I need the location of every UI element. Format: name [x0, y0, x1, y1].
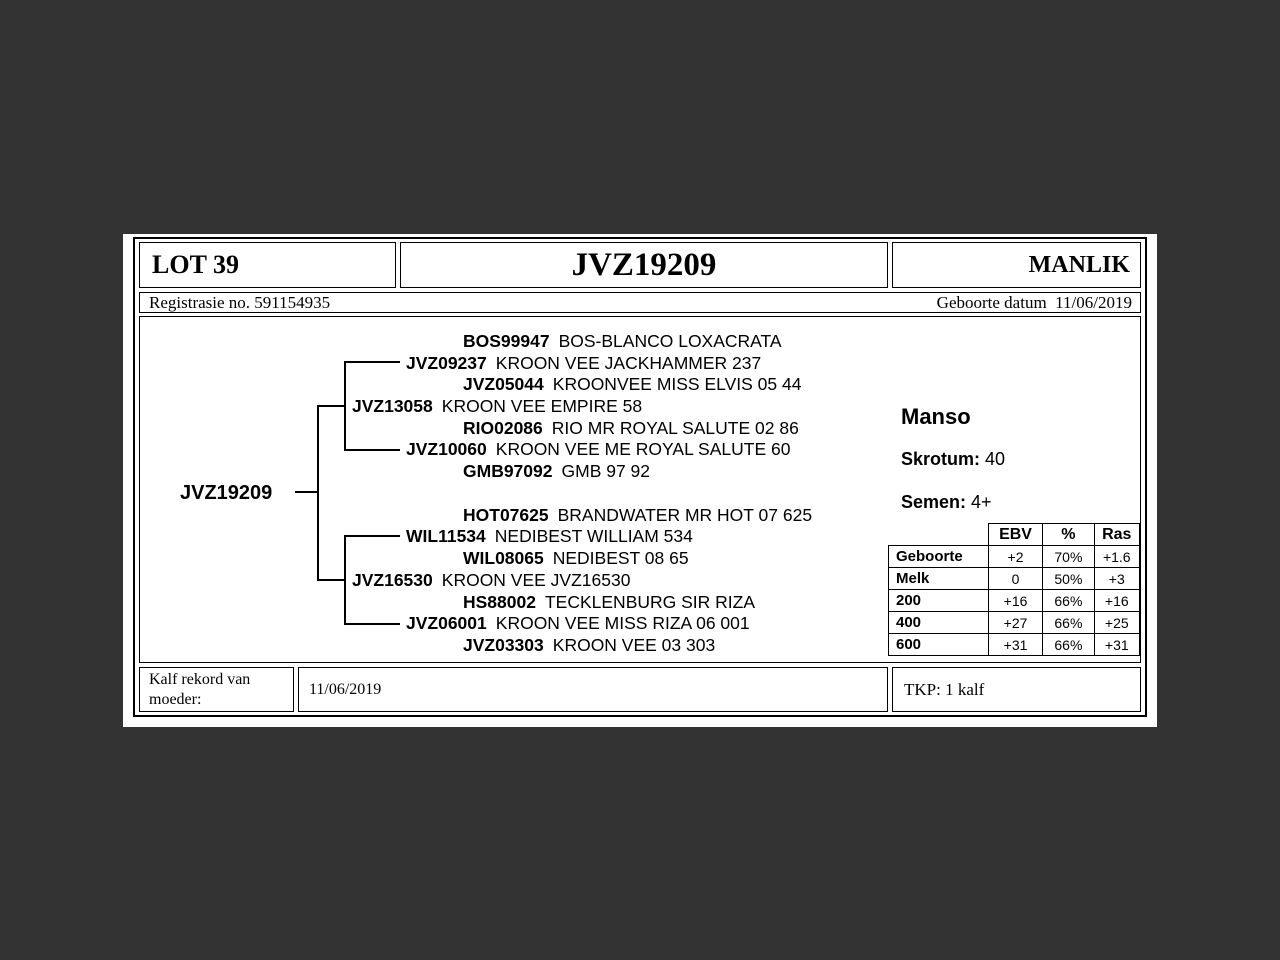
pedigree-line: WIL08065 NEDIBEST 08 65: [463, 548, 689, 568]
semen-field: Semen: 4+: [901, 492, 992, 512]
registration-number: Registrasie no. 591154935: [149, 292, 331, 312]
tree-line-sire-top: [344, 361, 400, 363]
skrotum-field: Skrotum: 40: [901, 449, 1006, 469]
tree-line-sire-stub: [317, 405, 346, 407]
pct-value: 70%: [1043, 546, 1094, 568]
ebv-row-200: [889, 590, 1140, 612]
ebv-row-400: [889, 612, 1140, 634]
birth-date: Geboorte datum 11/06/2019: [936, 292, 1132, 312]
tkp-value: TKP: 1 kalf: [904, 679, 985, 699]
ras-value: +31: [1094, 634, 1139, 656]
pedigree-line: WIL11534 NEDIBEST WILLIAM 534: [406, 526, 693, 546]
sex-label: MANLIK: [1028, 251, 1130, 278]
ras-value: +1.6: [1094, 546, 1139, 568]
ebv-row-geboorte: [889, 546, 1140, 568]
pedigree-root: JVZ19209: [180, 482, 273, 504]
pct-column-header: %: [1043, 524, 1094, 546]
pedigree-line: HS88002 TECKLENBURG SIR RIZA: [463, 592, 756, 612]
pct-value: 66%: [1043, 590, 1094, 612]
breed-label: Manso: [901, 404, 971, 429]
ebv-value: +2: [988, 546, 1043, 568]
pedigree-card-table: [133, 237, 1147, 717]
ebv-row-label: 600: [889, 634, 989, 656]
pct-value: 50%: [1043, 568, 1094, 590]
pedigree-line: JVZ06001 KROON VEE MISS RIZA 06 001: [406, 613, 750, 633]
lot-number: LOT 39: [152, 250, 239, 279]
ras-value: +16: [1094, 590, 1139, 612]
tree-line-dam-vertical: [344, 535, 346, 625]
pedigree-line-dam: JVZ16530 KROON VEE JVZ16530: [352, 570, 631, 590]
animal-id-cell: [400, 242, 888, 288]
calf-record-date: 11/06/2019: [309, 680, 382, 698]
pedigree-line: JVZ05044 KROONVEE MISS ELVIS 05 44: [463, 374, 802, 394]
tkp-cell: [892, 667, 1141, 712]
ebv-table: [888, 523, 1140, 656]
ras-value: +25: [1094, 612, 1139, 634]
ebv-value: +27: [988, 612, 1043, 634]
tree-line-sire-bottom: [344, 449, 400, 451]
sex-cell: [892, 242, 1141, 288]
ebv-column-header: EBV: [988, 524, 1043, 546]
catalog-page: [123, 234, 1157, 727]
animal-id-title: JVZ19209: [571, 246, 717, 283]
ebv-value: +16: [988, 590, 1043, 612]
ebv-blank-cell: [889, 524, 989, 546]
tree-line-sire-vertical: [344, 361, 346, 451]
ebv-row-label: 200: [889, 590, 989, 612]
pedigree-line: HOT07625 BRANDWATER MR HOT 07 625: [463, 505, 813, 525]
tree-line-main-vertical: [317, 405, 319, 581]
ebv-row-label: Melk: [889, 568, 989, 590]
tree-line-dam-bottom: [344, 623, 400, 625]
pedigree-line: JVZ09237 KROON VEE JACKHAMMER 237: [406, 353, 762, 373]
tree-line-dam-top: [344, 535, 400, 537]
ebv-row-melk: [889, 568, 1140, 590]
calf-record-label-cell: [139, 667, 294, 712]
tree-line-dam-stub: [317, 579, 346, 581]
ebv-header-row: [889, 524, 1140, 546]
ebv-row-600: [889, 634, 1140, 656]
ras-column-header: Ras: [1094, 524, 1139, 546]
pct-value: 66%: [1043, 612, 1094, 634]
pedigree-line: GMB97092 GMB 97 92: [463, 461, 651, 481]
pedigree-line: RIO02086 RIO MR ROYAL SALUTE 02 86: [463, 418, 799, 438]
lot-number-cell: [139, 242, 396, 288]
ebv-row-label: Geboorte: [889, 546, 989, 568]
pedigree-line: BOS99947 BOS-BLANCO LOXACRATA: [463, 331, 782, 351]
pct-value: 66%: [1043, 634, 1094, 656]
ebv-value: 0: [988, 568, 1043, 590]
registration-row: [139, 292, 1141, 313]
calf-record-date-cell: [298, 667, 888, 712]
pedigree-line: JVZ03303 KROON VEE 03 303: [463, 635, 716, 655]
pedigree-line: JVZ10060 KROON VEE ME ROYAL SALUTE 60: [406, 439, 791, 459]
ebv-value: +31: [988, 634, 1043, 656]
tree-line-root-stub: [295, 491, 317, 493]
pedigree-line-sire: JVZ13058 KROON VEE EMPIRE 58: [352, 396, 643, 416]
ebv-row-label: 400: [889, 612, 989, 634]
calf-record-label: Kalf rekord van moeder:: [149, 671, 251, 708]
pedigree-section: [139, 316, 1141, 663]
ras-value: +3: [1094, 568, 1139, 590]
